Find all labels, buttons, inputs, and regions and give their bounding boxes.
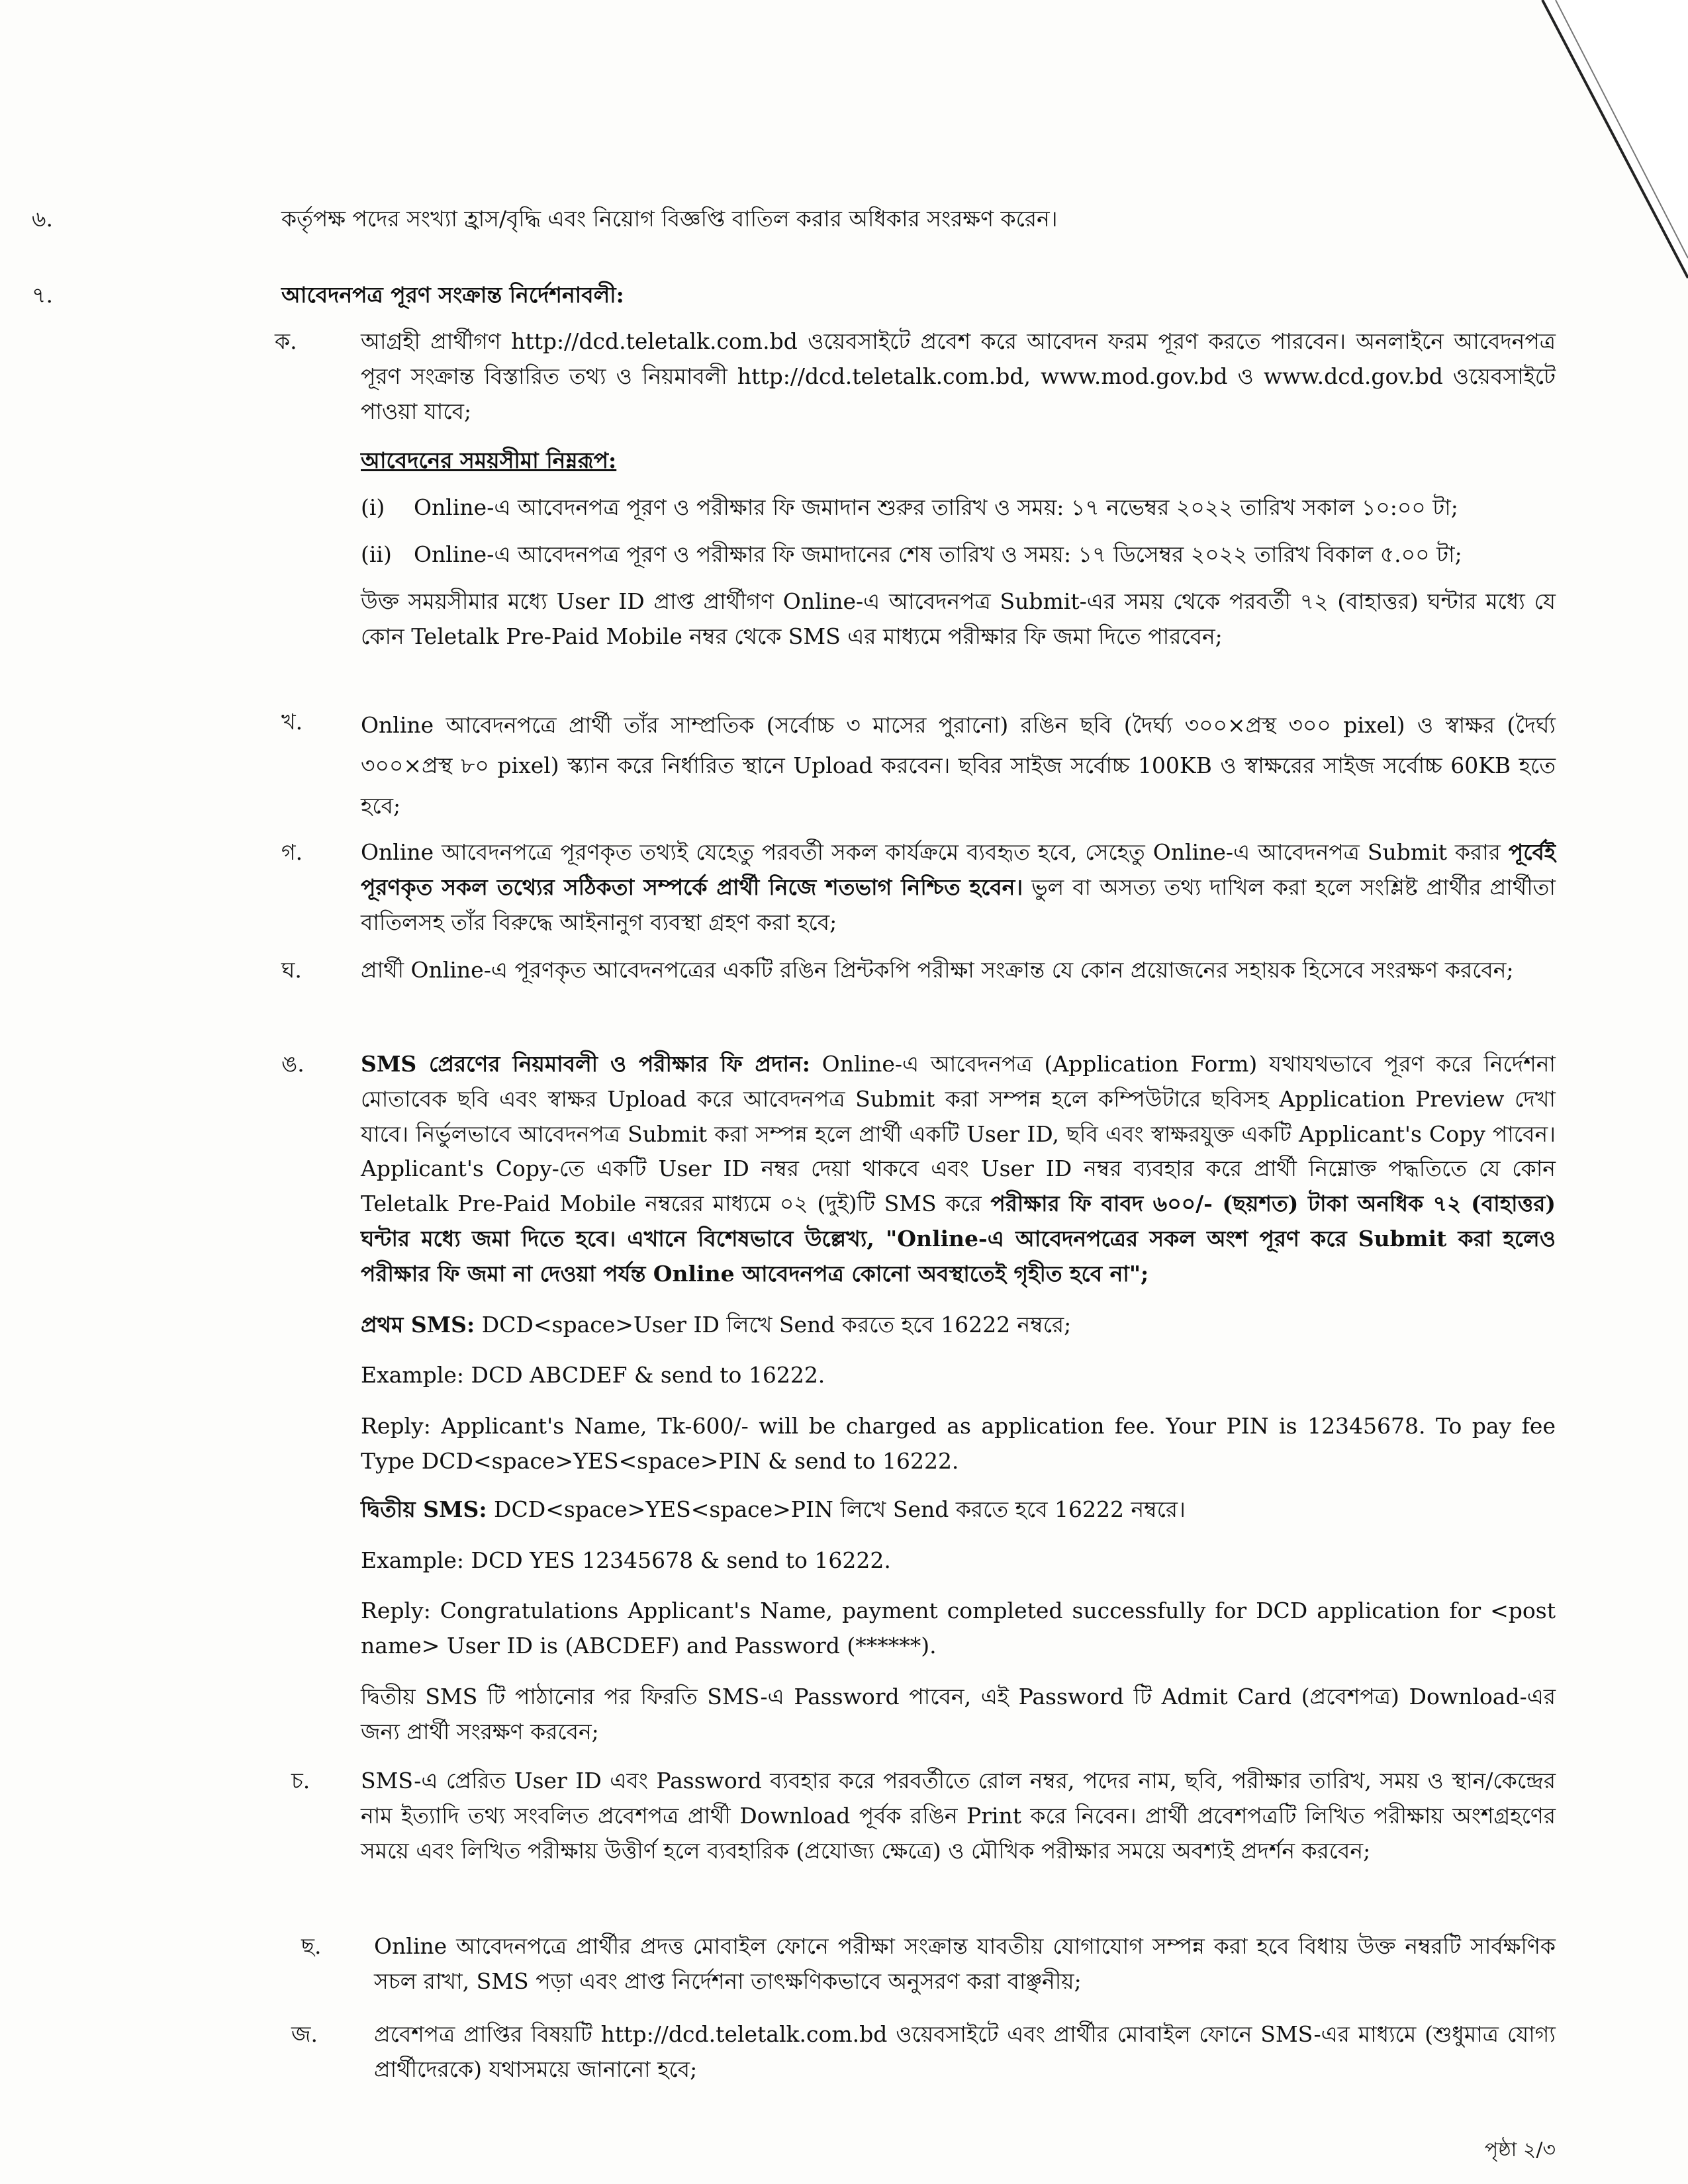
clause-ga	[281, 835, 1556, 940]
first-sms-label: প্রথম SMS:	[361, 1311, 475, 1338]
schedule-item-ii	[361, 537, 1556, 572]
sms-rules-heading: SMS প্রেরণের নিয়মাবলী ও পরীক্ষার ফি প্রদান:	[361, 1051, 810, 1077]
clause-uma-text-bold: পরীক্ষার ফি বাবদ ৬০০/- (ছয়শত) টাকা অনধিক ৭২ (বাহাত্তর) ঘন্টার মধ্যে জমা দিতে হবে। এখানে বিশেষভাবে উল্লেখ্য, "Online-এ আবেদনপত্রের সকল অংশ পূরণ করে Submit করা হলেও পরীক্ষার ফি জমা না দেওয়া পর্যন্ত Online আবেদনপত্র কোনো অবস্থাতেই গৃহীত হবে না";	[361, 1191, 1556, 1287]
second-sms-text: DCD<space>YES<space>PIN লিখে Send করতে হবে 16222 নম্বরে।	[487, 1496, 1186, 1522]
clause-kha-label: খ.	[281, 709, 303, 735]
section-6-text: কর্তৃপক্ষ পদের সংখ্যা হ্রাস/বৃদ্ধি এবং নিয়োগ বিজ্ঞপ্তি বাতিল করার অধিকার সংরক্ষণ করেন।	[281, 206, 1058, 232]
clause-cha-text: Online আবেদনপত্রে প্রার্থীর প্রদত্ত মোবাইল ফোনে পরীক্ষা সংক্রান্ত যাবতীয় যোগাযোগ সম্পন্ন করা হবে বিধায় উক্ত নম্বরটি সার্বক্ষণিক সচল রাখা, SMS পড়া এবং প্রাপ্ত নির্দেশনা তাৎক্ষণিকভাবে অনুসরণ করা বাঞ্ছনীয়;	[374, 1933, 1556, 1994]
clause-uma-text-a: Online-এ আবেদনপত্র (Application Form) যথাযথভাবে পূরণ করে নির্দেশনা মোতাবেক ছবি এবং স্বাক্ষর Upload করে আবেদনপত্র Submit করা সম্পন্ন হলে কম্পিউটারে ছবিসহ Application Preview দেখা যাবে। নির্ভুলভাবে আবেদনপত্র Submit করা সম্পন্ন হলে প্রার্থী একটি User ID, ছবি এবং স্বাক্ষরযুক্ত একটি Applicant's Copy পাবেন। Applicant's Copy-তে একটি User ID নম্বর দেয়া থাকবে এবং User ID নম্বর ব্যবহার করে প্রার্থী নিম্নোক্ত পদ্ধতিতে যে কোন Teletalk Pre-Paid Mobile নম্বরের মাধ্যমে ০২ (দুই)টি SMS করে	[361, 1051, 1556, 1217]
clause-gha-label: ঘ.	[281, 957, 302, 983]
schedule-item-ii-label: (ii)	[361, 541, 392, 567]
clause-kha	[281, 705, 1556, 826]
clause-gha-text: প্রার্থী Online-এ পূরণকৃত আবেদনপত্রের একটি রঙিন প্রিন্টকপি পরীক্ষা সংক্রান্ত যে কোন প্রয়োজনের সহায়ক হিসেবে সংরক্ষণ করবেন;	[361, 957, 1514, 983]
first-sms-line	[361, 1308, 1556, 1343]
section-7	[32, 278, 1569, 313]
clause-uma-label: ঙ.	[281, 1051, 305, 1077]
clause-ja	[291, 2017, 1556, 2087]
clause-ga-text-bold: পূর্বেই পূরণকৃত সকল তথ্যের সঠিকতা সম্পর্কে প্রার্থী নিজে শতভাগ নিশ্চিত হবেন।	[361, 839, 1556, 900]
second-sms-label: দ্বিতীয় SMS:	[361, 1496, 487, 1522]
clause-ca-label: চ.	[291, 1768, 310, 1794]
schedule-note: উক্ত সময়সীমার মধ্যে User ID প্রাপ্ত প্রার্থীগণ Online-এ আবেদনপত্র Submit-এর সময় থেকে পরবর্তী ৭২ (বাহাত্তর) ঘন্টার মধ্যে যে কোন Teletalk Pre-Paid Mobile নম্বর থেকে SMS এর মাধ্যমে পরীক্ষার ফি জমা দিতে পারবেন;	[361, 588, 1556, 649]
schedule-item-i-label: (i)	[361, 494, 385, 521]
first-sms-reply: Reply: Applicant's Name, Tk-600/- will be charged as application fee. Your PIN is 12345678. To pay fee Type DCD<space>YES<space>PIN & send to 16222.	[361, 1413, 1556, 1474]
second-sms-example: Example: DCD YES 12345678 & send to 16222.	[361, 1547, 891, 1573]
clause-ga-text-b: ভুল বা অসত্য তথ্য দাখিল করা হলে সংশ্লিষ্ট প্রার্থীর প্রার্থীতা বাতিলসহ তাঁর বিরুদ্ধে আইনানুগ ব্যবস্থা গ্রহণ করা হবে;	[361, 874, 1556, 935]
clause-ka	[275, 324, 1556, 654]
first-sms-text: DCD<space>User ID লিখে Send করতে হবে 16222 নম্বরে;	[475, 1311, 1072, 1338]
clause-ka-label: ক.	[275, 328, 297, 354]
section-7-heading: আবেদনপত্র পূরণ সংক্রান্ত নির্দেশনাবলী:	[281, 282, 624, 308]
clause-cha-label: ছ.	[301, 1933, 322, 1959]
schedule-item-i-text: Online-এ আবেদনপত্র পূরণ ও পরীক্ষার ফি জমাদান শুরুর তারিখ ও সময়: ১৭ নভেম্বর ২০২২ তারিখ সকাল ১০:০০ টা;	[414, 494, 1458, 521]
clause-ka-text: আগ্রহী প্রার্থীগণ http://dcd.teletalk.com.bd ওয়েবসাইটে প্রবেশ করে আবেদন ফরম পূরণ করতে পারবেন। অনলাইনে আবেদনপত্র পূরণ সংক্রান্ত বিস্তারিত তথ্য ও নিয়মাবলী http://dcd.teletalk.com.bd, www.mod.gov.bd ও www.dcd.gov.bd ওয়েবসাইটে পাওয়া যাবে;	[361, 328, 1556, 424]
second-sms-reply: Reply: Congratulations Applicant's Name, payment completed successfully for DCD application for <post name> User ID is (ABCDEF) and Password (******).	[361, 1598, 1556, 1659]
clause-uma	[281, 1047, 1556, 1750]
section-6	[32, 202, 1569, 237]
clause-ja-text: প্রবেশপত্র প্রাপ্তির বিষয়টি http://dcd.teletalk.com.bd ওয়েবসাইটে এবং প্রার্থীর মোবাইল ফোনে SMS-এর মাধ্যমে (শুধুমাত্র যোগ্য প্রার্থীদেরকে) যথাসময়ে জানানো হবে;	[374, 2021, 1556, 2082]
sms-closing-note: দ্বিতীয় SMS টি পাঠানোর পর ফিরতি SMS-এ Password পাবেন, এই Password টি Admit Card (প্রবেশপত্র) Download-এর জন্য প্রার্থী সংরক্ষণ করবেন;	[361, 1683, 1556, 1745]
clause-uma-text	[361, 1047, 1556, 1292]
clause-cha	[301, 1929, 1556, 1999]
page-number: পৃষ্ঠা ২/৩	[1484, 2138, 1556, 2161]
clause-ga-label: গ.	[281, 839, 303, 865]
section-7-number: ৭.	[32, 282, 53, 308]
clause-kha-text: Online আবেদনপত্রে প্রার্থী তাঁর সাম্প্রতিক (সর্বোচ্চ ৩ মাসের পুরানো) রঙিন ছবি (দৈর্ঘ্য ৩০০×প্রস্থ ৩০০ pixel) ও স্বাক্ষর (দৈর্ঘ্য ৩০০×প্রস্থ ৮০ pixel) স্ক্যান করে নির্ধারিত স্থানে Upload করবেন। ছবির সাইজ সর্বোচ্চ 100KB ও স্বাক্ষরের সাইজ সর্বোচ্চ 60KB হতে হবে;	[361, 712, 1556, 819]
schedule-item-i	[361, 490, 1556, 525]
section-6-number: ৬.	[32, 206, 53, 232]
clause-gha	[281, 953, 1556, 988]
clause-ga-text	[361, 835, 1556, 940]
schedule-heading: আবেদনের সময়সীমা নিম্নরূপ:	[361, 447, 617, 474]
clause-ga-text-a: Online আবেদনপত্রে পূরণকৃত তথ্যই যেহেতু পরবর্তী সকল কার্যক্রমে ব্যবহৃত হবে, সেহেতু Online-এ আবেদনপত্র Submit করার	[361, 839, 1509, 865]
first-sms-example: Example: DCD ABCDEF & send to 16222.	[361, 1362, 825, 1388]
clause-ca-text: SMS-এ প্রেরিত User ID এবং Password ব্যবহার করে পরবর্তীতে রোল নম্বর, পদের নাম, ছবি, পরীক্ষার তারিখ, সময় ও স্থান/কেন্দ্রের নাম ইত্যাদি তথ্য সংবলিত প্রবেশপত্র প্রার্থী Download পূর্বক রঙিন Print করে নিবেন। প্রার্থী প্রবেশপত্রটি লিখিত পরীক্ষায় অংশগ্রহণের সময়ে এবং লিখিত পরীক্ষায় উত্তীর্ণ হলে ব্যবহারিক (প্রযোজ্য ক্ষেত্রে) ও মৌখিক পরীক্ষার সময়ে অবশ্যই প্রদর্শন করবেন;	[361, 1768, 1556, 1864]
clause-ca	[291, 1764, 1556, 1868]
schedule-item-ii-text: Online-এ আবেদনপত্র পূরণ ও পরীক্ষার ফি জমাদানের শেষ তারিখ ও সময়: ১৭ ডিসেম্বর ২০২২ তারিখ বিকাল ৫.০০ টা;	[414, 541, 1462, 567]
folded-corner-mark	[1344, 0, 1688, 304]
second-sms-line	[361, 1492, 1556, 1527]
clause-ja-label: জ.	[291, 2021, 318, 2047]
